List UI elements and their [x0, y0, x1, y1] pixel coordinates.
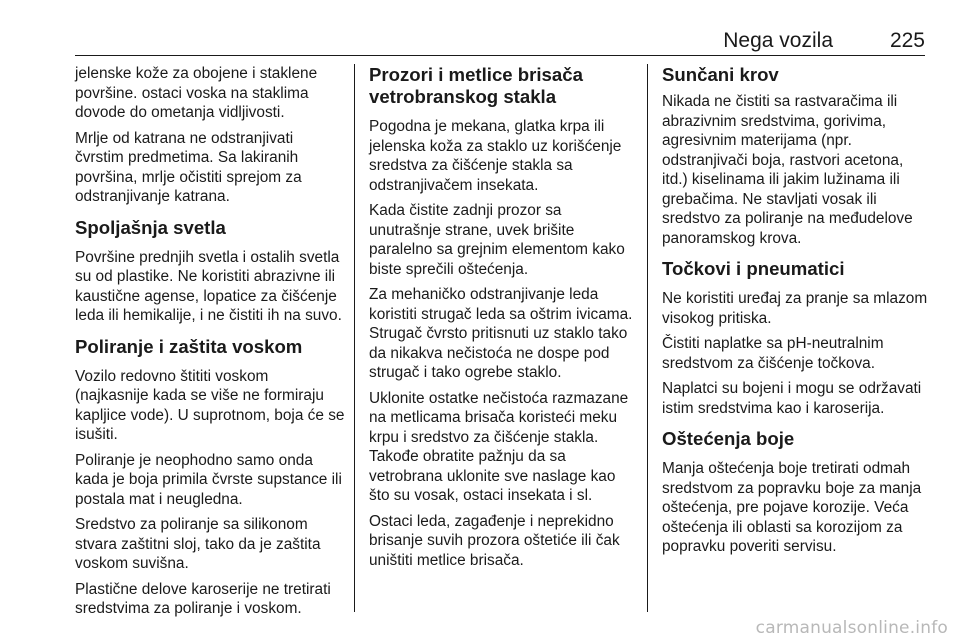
paragraph: Čistiti naplatke sa pH-neutralnim sredstvom za čišćenje točkova. [662, 335, 884, 372]
paragraph: Za mehaničko odstranjivanje leda koristiti strugač leda sa oštrim ivicama. Strugač čvrsto pritisnuti uz staklo tako da nikakva nečistoća ne dospe pod strugač i tako ogrebe staklo. [369, 286, 633, 381]
paragraph: Sredstvo za poliranje sa silikonom stvara zaštitni sloj, tako da je zaštita voskom suvišna. [75, 516, 321, 572]
section-heading-windows-wipers: Prozori i metlice brisača vetrobranskog stakla [369, 64, 583, 107]
section-heading-sunroof: Sunčani krov [662, 64, 779, 85]
paragraph: Uklonite ostatke nečistoća razmazane na metlicama brisača koristeći meku krpu i sredstvo za čišćenje stakla. Takođe obratite pažnju da sa vetrobrana uklonite sve naslage kao što su vosak, ostaci insekata i sl. [369, 389, 629, 504]
section-heading-wheels-tyres: Točkovi i pneumatici [662, 258, 845, 279]
section-heading-exterior-lights: Spoljašnja svetla [75, 216, 226, 238]
paragraph: Manja oštećenja boje tretirati odmah sredstvom za popravku boje za manja oštećenja, pre pojave korozije. Veća oštećenja ili oblasti sa korozijom za popravku poveriti servisu. [662, 460, 922, 555]
paragraph: Kada čistite zadnji prozor sa unutrašnje strane, uvek brišite paralelno sa grejnim elementom kako biste sprečili oštećenja. [369, 202, 625, 278]
column-left [75, 64, 345, 625]
column-middle [369, 64, 637, 576]
paragraph: Vozilo redovno štititi voskom (najkasnije kada se više ne formiraju kapljice vode). U suprotnom, boja će se isušiti. [75, 367, 345, 443]
watermark: carmanualsonline.info [755, 618, 948, 638]
page-number: 225 [889, 29, 925, 52]
paragraph: Nikada ne čistiti sa rastvaračima ili abrazivnim sredstvima, gorivima, agresivnim materijama (npr. odstranjivači boja, rastvori acetona, itd.) kiselinama ili jakim lužinama ili grebačima. Ne stavljati vosak ili sredstvo za poliranje na međudelove panoramskog krova. [662, 93, 913, 247]
column-divider [354, 64, 355, 612]
paragraph: Naplatci su bojeni i mogu se održavati istim sredstvima kao i karoserija. [662, 380, 922, 417]
section-heading-paint-damage: Oštećenja boje [662, 428, 795, 449]
page-header [75, 28, 925, 56]
section-heading-polishing: Poliranje i zaštita voskom [75, 335, 303, 357]
paragraph: Mrlje od katrana ne odstranjivati čvrstim predmetima. Sa lakiranih površina, mrlje očistiti sprejom za odstranjivanje katrana. [75, 129, 302, 205]
paragraph: Površine prednjih svetla i ostalih svetla su od plastike. Ne koristiti abrazivne ili kaustične agense, lopatice za čišćenje leda ili hemikalije, i ne čistiti ih na suvo. [75, 248, 342, 324]
paragraph: Plastične delove karoserije ne tretirati sredstvima za poliranje i voskom. [75, 580, 331, 617]
chapter-title: Nega vozila [723, 29, 833, 52]
paragraph: Ne koristiti uređaj za pranje sa mlazom visokog pritiska. [662, 290, 928, 327]
column-right [662, 64, 930, 563]
paragraph: Pogodna je mekana, glatka krpa ili jelenska koža za staklo uz korišćenje sredstva za čišćenje stakla sa odstranjivačem insekata. [369, 118, 622, 194]
paragraph: Ostaci leda, zagađenje i neprekidno brisanje suvih prozora oštetiće ili čak uništiti metlice brisača. [369, 512, 620, 569]
paragraph: Poliranje je neophodno samo onda kada je boja primila čvrste supstance ili postala mat i neugledna. [75, 451, 342, 508]
column-divider [647, 64, 648, 612]
paragraph: jelenske kože za obojene i staklene površine. ostaci voska na staklima dovode do ometanja vidljivosti. [75, 65, 318, 121]
header-rule [75, 55, 925, 56]
